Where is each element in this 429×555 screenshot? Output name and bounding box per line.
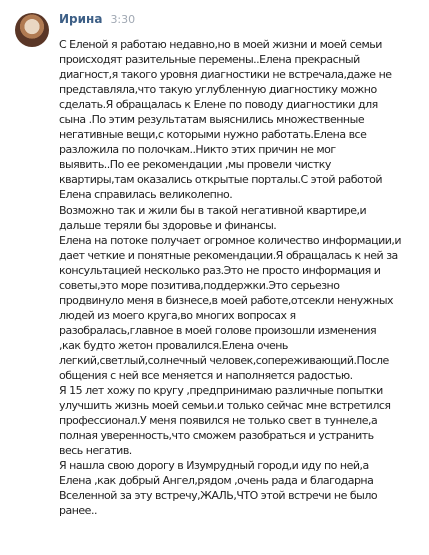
- message-text-line: Елена справилась великолепно.: [59, 188, 233, 202]
- message-text-line: советы,это море позитива,поддержки.Это серьезно: [59, 278, 340, 292]
- message-text-line: Елена ,как добрый Ангел,рядом ,очень рада и благодарна: [59, 474, 374, 488]
- message-text-line: Я нашла свою дорогу в Изумрудный город,и иду по ней,а: [59, 459, 369, 473]
- message-text-line: сделать.Я обращалась к Елене по поводу диагностики для: [59, 98, 378, 112]
- message-header: [59, 12, 135, 28]
- message-text-line: квартиры,там оказались открытые порталы.С этой работой: [59, 173, 383, 187]
- author-name[interactable]: Ирина: [59, 12, 103, 26]
- message-text-line: негативные вещи,с которыми нужно работать.Елена все: [59, 128, 367, 142]
- message-text-line: сына .По этим результатам выяснились множественные: [59, 113, 365, 127]
- message-text-line: диагност,я такого уровня диагностики не встречала,даже не: [59, 68, 392, 82]
- message-text-line: Я 15 лет хожу по кругу ,предпринимаю различные попытки: [59, 384, 383, 398]
- message-text-line: полная уверенность,что сможем разобраться и устранить: [59, 429, 374, 443]
- message-text-line: ранее..: [59, 504, 97, 518]
- message-text-line: весь негатив.: [59, 444, 132, 458]
- message-text-line: дальше теряли бы здоровье и финансы.: [59, 218, 277, 232]
- message-time[interactable]: 3:30: [110, 13, 136, 26]
- message-text-line: Вселенной за эту встречу,ЖАЛЬ,ЧТО этой встречи не было: [59, 489, 378, 503]
- message-text-line: легкий,светлый,солнечный человек,сопереживающий.После: [59, 353, 389, 367]
- message-text-line: происходят разительные перемены..Елена прекрасный: [59, 53, 360, 67]
- message-text-line: разложила по полочкам..Никто этих причин не мог: [59, 143, 336, 157]
- message-text-line: общения с ней все меняется и наполняется радостью.: [59, 369, 353, 383]
- message-text-line: разобралась,главное в моей голове произошли изменения: [59, 323, 377, 337]
- message-text-line: С Еленой я работаю недавно,но в моей жизни и моей семьи: [59, 38, 382, 51]
- message-text-line: Елена на потоке получает огромное количество информации,и: [59, 233, 402, 247]
- author-avatar[interactable]: [15, 13, 49, 47]
- message-text-line: представляла,что такую углубленную диагностику можно: [59, 83, 377, 97]
- message-text-line: консультацией несколько раз.Это не просто информация и: [59, 263, 381, 277]
- message-text-line: людей из моего круга,во многих вопросах я: [59, 308, 296, 322]
- message-text-line: улучшить жизнь моей семьи.и только сейчас мне встретился: [59, 399, 391, 413]
- message-text-line: выявить..По ее рекомендации ,мы провели чистку: [59, 158, 331, 172]
- message-text-line: Возможно так и жили бы в такой негативной квартире,и: [59, 203, 367, 217]
- message-text-line: профессионал.У меня появился не только свет в туннеле,а: [59, 414, 378, 428]
- message-text: [59, 37, 425, 519]
- message-text-line: ,как будто жетон провалился.Елена очень: [59, 338, 288, 352]
- message-text-line: дает четкие и понятные рекомендации.Я обращалась к ней за: [59, 248, 398, 262]
- message-text-line: продвинуло меня в бизнесе,в моей работе,отсекли ненужных: [59, 293, 394, 307]
